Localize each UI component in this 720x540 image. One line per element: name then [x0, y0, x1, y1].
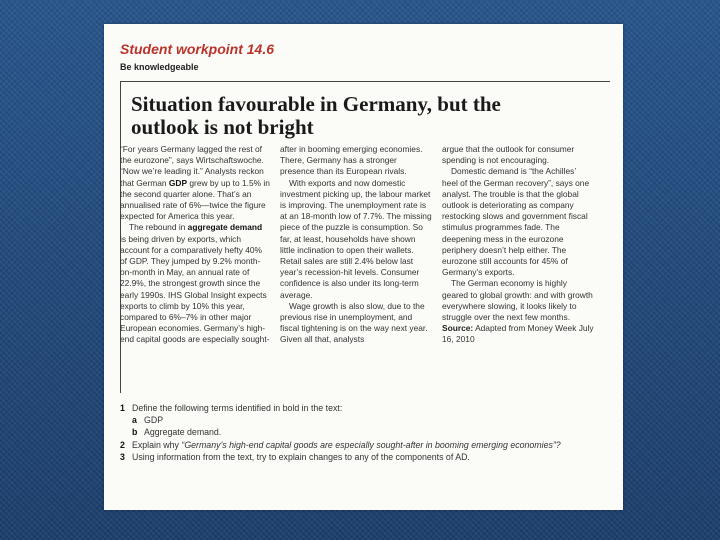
col2-paragraph-2: With exports and now domestic investment picking up, the labour market is improving. The unemployment rate is at an 18-month low of 7.7%. The missing piece of the puzzle is consumption. So far, at least, households have shown little inclination to open their wallets. Retail sales are still 2.4% below last year’s recession-hit levels. Consumer confidence is also under its long-term average.: [280, 177, 432, 300]
question-1-number: 1: [120, 403, 125, 413]
source-text: Adapted from Money Week July 16, 2010: [442, 323, 594, 345]
key-term: GDP: [168, 177, 188, 188]
questions: [120, 402, 610, 463]
article-column-1: [120, 144, 270, 346]
question-3-number: 3: [120, 451, 125, 462]
article-source: [442, 323, 594, 345]
article-headline: Situation favourable in Germany, but the outlook is not bright: [131, 92, 501, 139]
article-column-2: [280, 144, 432, 346]
question-1: [120, 402, 610, 414]
question-1-text: Define the following terms identified in bold in the text:: [132, 403, 343, 413]
question-2-number: 2: [120, 439, 125, 450]
question-3-text: Using information from the text, try to explain changes to any of the components of AD.: [132, 451, 470, 462]
question-3: [120, 451, 610, 463]
workpoint-subtitle: Be knowledgeable: [120, 62, 199, 72]
workpoint-title: Student workpoint 14.6: [120, 41, 275, 57]
question-1a-letter: a: [132, 415, 137, 426]
col3-paragraph-3: The German economy is highly geared to global growth: and with growth everywhere slowing, it looks likely to struggle over the next few months.: [442, 278, 593, 323]
question-1b-text: Aggregate demand.: [144, 427, 222, 438]
question-1a: [120, 414, 610, 426]
col3-paragraph-2: Domestic demand is “the Achilles’ heel of the German recovery”, says one analyst. The trouble is that the global outlook is deteriorating as company restocking slows and government fiscal stimulus programmes fade. The deepening mess in the eurozone periphery doesn’t help either. The eurozone still accounts for 45% of Germany’s exports.: [442, 166, 590, 278]
col2-paragraph-1: after in booming emerging economies. There, Germany has a stronger presence than its European rivals.: [280, 144, 423, 177]
col3-paragraph-1: argue that the outlook for consumer spending is not encouraging.: [442, 144, 575, 166]
col1-paragraph-2: The rebound in aggregate demand is being driven by exports, which account for a comparatively hefty 40% of GDP. They jumped by 9.2% month-on-month in May, an annual rate of 22.9%, the strongest growth since the early 1990s. IHS Global Insight expects exports to climb by 10% this year, compared to 6%–7% in other major European economies. Germany’s high-end capital goods are especially sought-: [120, 222, 270, 345]
col1-paragraph-1: “For years Germany lagged the rest of the eurozone”, says Wirtschaftswoche. “Now we’re leading it.” Analysts reckon that German GDP grew by up to 1.5% in the second quarter alone. That’s an annualised rate of 6%—twice the figure expected for America this year.: [120, 144, 270, 222]
question-1b-letter: b: [132, 427, 138, 438]
key-term: aggregate demand: [187, 222, 263, 233]
article-column-3: [442, 144, 594, 346]
question-2: [120, 439, 610, 451]
question-2-quote: “Germany’s high-end capital goods are especially sought-after in booming emerging economies”?: [181, 439, 561, 450]
question-2-text: [132, 439, 610, 451]
textbook-page: [104, 24, 623, 510]
question-1b: [120, 426, 610, 438]
source-label: Source:: [442, 323, 474, 334]
question-1a-text: GDP: [144, 415, 164, 426]
col2-paragraph-3: Wage growth is also slow, due to the previous rise in unemployment, and fiscal tightening is on the way next year. Given all that, analysts: [280, 300, 428, 345]
question-2-lead: Explain why: [132, 439, 182, 450]
